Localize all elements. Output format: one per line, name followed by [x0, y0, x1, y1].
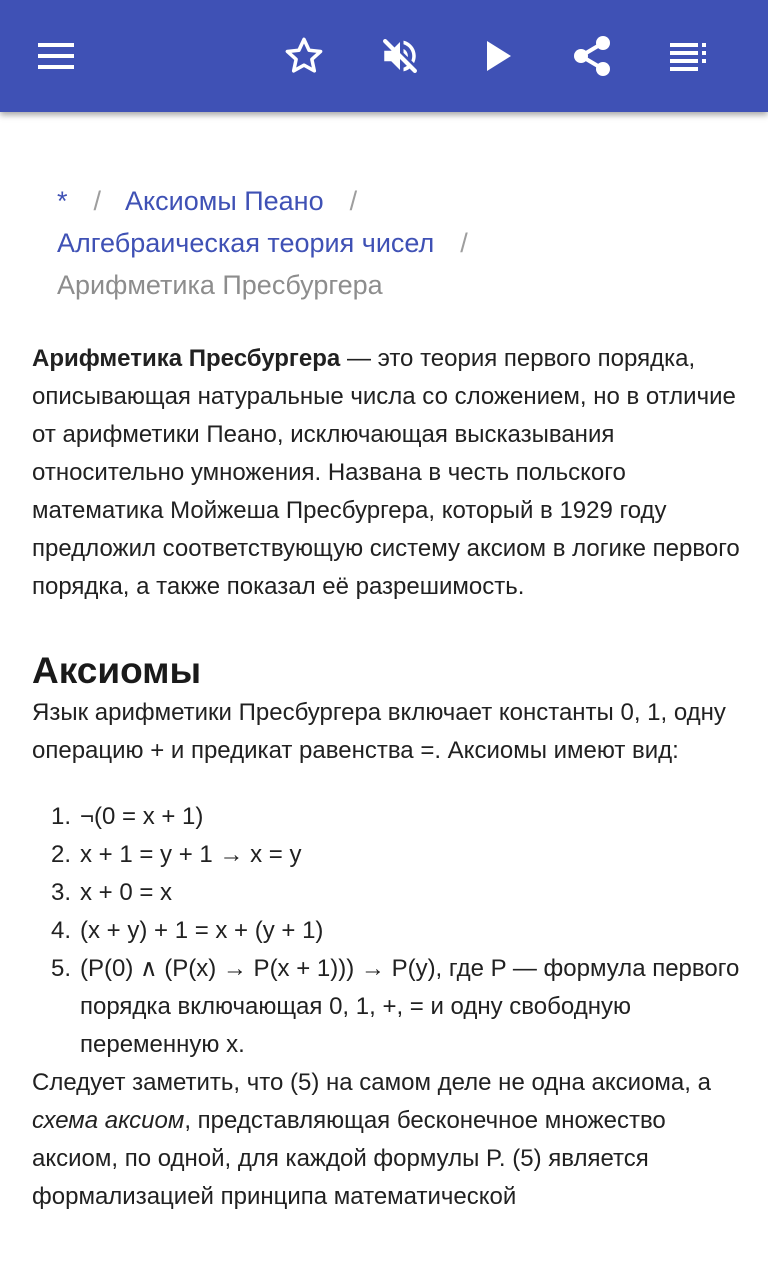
article-content	[0, 112, 768, 1280]
breadcrumb	[57, 180, 737, 306]
article-body	[32, 340, 742, 1216]
table-of-contents-button[interactable]	[660, 28, 716, 84]
section-heading: Аксиомы	[32, 650, 202, 691]
list-item: x + 1 = y + 1 → x = y	[80, 841, 302, 868]
breadcrumb-separator: /	[93, 186, 102, 216]
breadcrumb-link-algebraic-number-theory[interactable]: Алгебраическая теория чисел	[57, 228, 435, 258]
menu-button[interactable]	[28, 28, 84, 84]
list-item: x + 0 = x	[80, 879, 173, 906]
favorite-button[interactable]	[276, 28, 332, 84]
note-paragraph	[32, 1064, 742, 1216]
share-icon	[572, 35, 612, 77]
note-text-end: , представляющая бесконечное множество аксиом, по одной, для каждой формулы P. (5) является формализацией принципа математической	[32, 1107, 666, 1210]
share-button[interactable]	[564, 28, 620, 84]
star-outline-icon	[283, 35, 325, 77]
play-icon	[483, 39, 513, 73]
axioms-list	[32, 798, 742, 1064]
breadcrumb-link-root[interactable]: *	[57, 186, 68, 216]
section-lead: Язык арифметики Пресбургера включает константы 0, 1, одну операцию + и предикат равенства =. Аксиомы имеют вид:	[32, 699, 726, 764]
list-item: (x + y) + 1 = x + (y + 1)	[80, 917, 324, 944]
volume-off-icon	[379, 35, 421, 77]
app-toolbar	[0, 0, 768, 112]
breadcrumb-current: Арифметика Пресбургера	[57, 270, 383, 300]
mute-button[interactable]	[372, 28, 428, 84]
play-button[interactable]	[470, 28, 526, 84]
note-text: Следует заметить, что (5) на самом деле не одна аксиома, а	[32, 1069, 711, 1096]
breadcrumb-separator: /	[460, 228, 468, 258]
intro-term: Арифметика Пресбургера	[32, 345, 341, 372]
menu-icon	[36, 41, 76, 71]
breadcrumb-separator: /	[349, 186, 358, 216]
note-emphasis: схема аксиом	[32, 1107, 185, 1134]
intro-paragraph	[32, 340, 742, 606]
intro-text: — это теория первого порядка, описывающая натуральные числа со сложением, но в отличие от арифметики Пеано, исключающая высказывания относительно умножения. Названа в честь польского математика Мойжеша Пресбургера, который в 1929 году предложил соответствующую систему аксиом в логике первого порядка, а также показал её разрешимость.	[32, 345, 740, 600]
list-item: ¬(0 = x + 1)	[80, 803, 204, 830]
list-item: (P(0) ∧ (P(x) → P(x + 1))) → P(y), где P — формула первого порядка включающая 0, 1, +, = и одну свободную переменную x.	[80, 955, 740, 1058]
playlist-icon	[668, 41, 708, 71]
breadcrumb-link-peano-axioms[interactable]: Аксиомы Пеано	[125, 186, 324, 216]
